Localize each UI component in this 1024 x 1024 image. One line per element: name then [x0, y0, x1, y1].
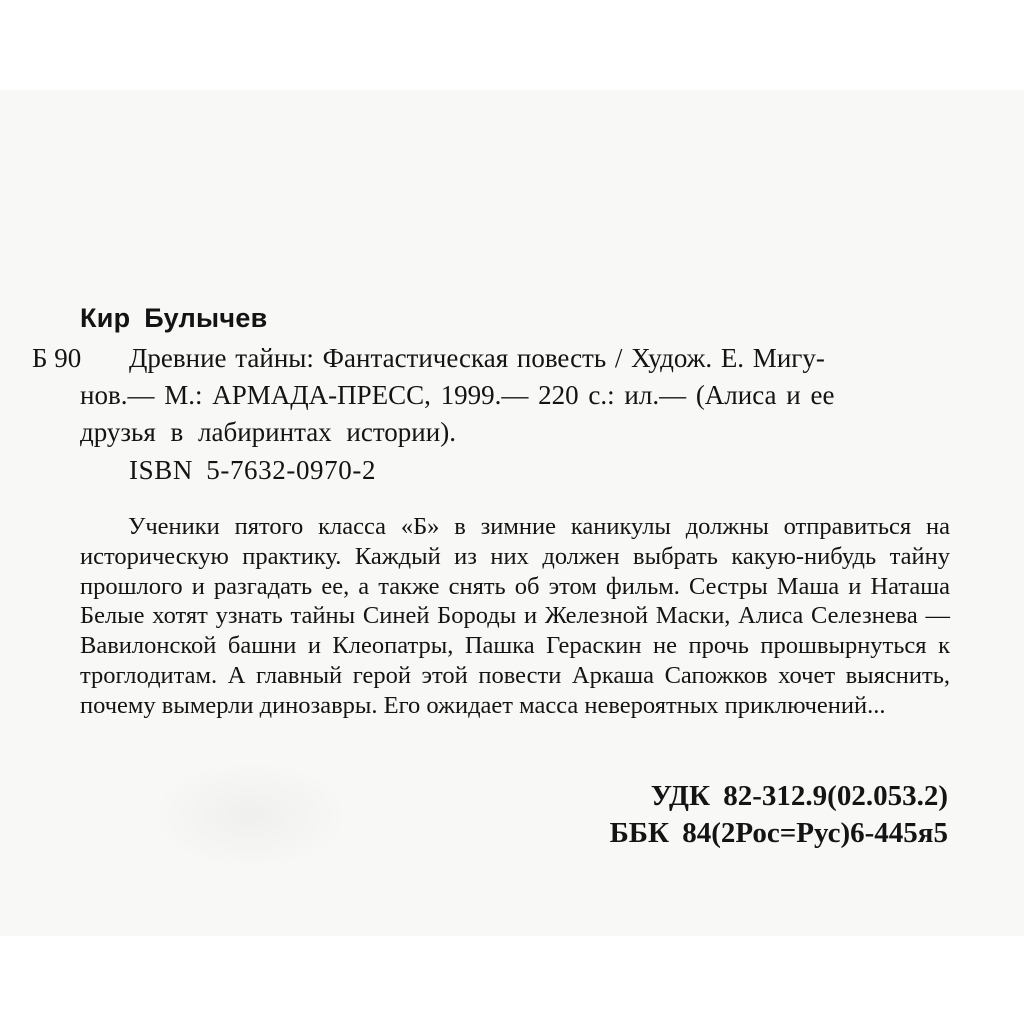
udk-code: УДК 82-312.9(02.053.2): [650, 780, 948, 812]
bleed-through-smudge: [150, 760, 350, 870]
catalog-index: Б 90: [32, 343, 82, 373]
author-name: Кир Булычев: [80, 303, 268, 333]
annotation-paragraph: Ученики пятого класса «Б» в зимние каникулы должны отправиться на историческую практику. Каждый из них должен выбрать какую-нибудь тайну прошлого и разгадать ее, а также снять об этом фильм. Сестры Маша и Наташа Белые хотят узнать тайны Синей Бороды и Железной Маски, Алиса Селезнева — Вавилонской башни и Клеопатры, Пашка Гераскин не прочь прошвырнуться к троглодитам. А главный герой этой повести Аркаша Сапожков хочет выяснить, почему вымерли динозавры. Его ожидает масса невероятных приключений...: [80, 513, 950, 719]
bibliographic-line-1: Древние тайны: Фантастическая повесть / Худож. Е. Мигу-: [129, 343, 825, 373]
classification-block: [610, 778, 948, 852]
bibliographic-line-2: нов.— М.: АРМАДА-ПРЕСС, 1999.— 220 с.: ил.— (Алиса и ее: [80, 380, 835, 410]
bibliographic-line-3: друзья в лабиринтах истории).: [80, 417, 456, 447]
bbk-code: ББК 84(2Рос=Рус)6-445я5: [609, 817, 948, 849]
isbn: ISBN 5-7632-0970-2: [129, 455, 377, 485]
